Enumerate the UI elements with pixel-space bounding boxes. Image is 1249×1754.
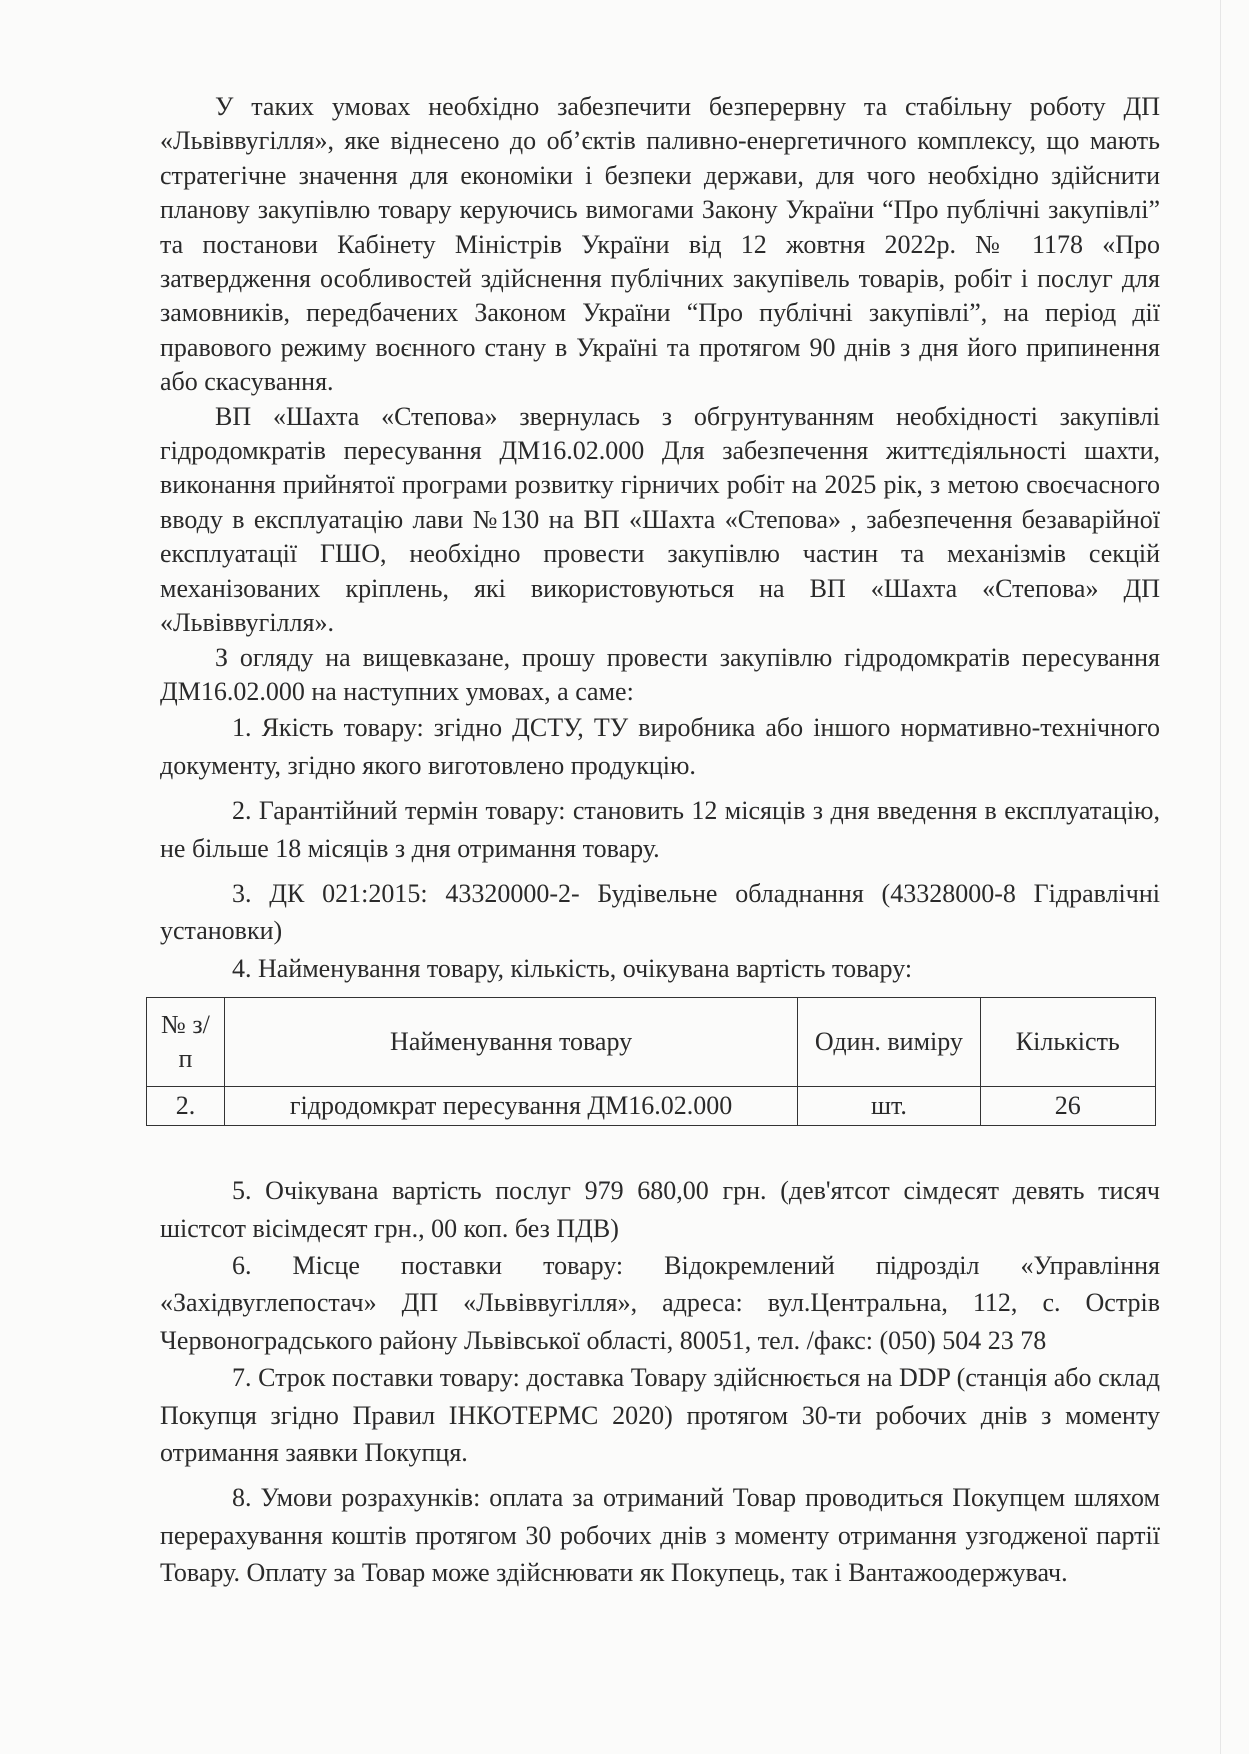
item-delivery-place: 6. Місце поставки товару: Відокремлений підрозділ «Управління «Західвуглепостач» ДП «Львіввугілля», адреса: вул.Центральна, 112, с. Острів Червоноградського району Львівської області, 80051, тел. /факс: (050) 504 23 78 bbox=[160, 1250, 1160, 1355]
item-goods-list-intro: 4. Найменування товару, кількість, очікувана вартість товару: bbox=[232, 953, 913, 983]
paragraph-justification: ВП «Шахта «Степова» звернулась з обгрунтуванням необхідності закупівлі гідродомкратів пересування ДМ16.02.000 Для забезпечення життєдіяльності шахти, виконання прийнятої програми розвитку гірничих робіт на 2025 рік, з метою своєчасного вводу в експлуатацію лави №130 на ВП «Шахта «Степова» , забезпечення безаварійної експлуатації ГШО, необхідно провести закупівлю частин та механізмів секцій механізованих кріплень, які використовуються на ВП «Шахта «Степова» ДП «Львіввугілля». bbox=[160, 401, 1160, 638]
goods-table bbox=[146, 997, 1156, 1126]
paragraph-request: З огляду на вищевказане, прошу провести закупівлю гідродомкратів пересування ДМ16.02.000 на наступних умовах, а саме: bbox=[160, 642, 1160, 706]
page-edge bbox=[1220, 0, 1221, 1754]
item-payment-terms: 8. Умови розрахунків: оплата за отриманий Товар проводиться Покупцем шляхом перерахування коштів протягом 30 робочих днів з моменту отримання узгодженої партії Товару. Оплату за Товар може здійснювати як Покупець, так і Вантажоодержувач. bbox=[160, 1483, 1160, 1588]
header-goods-name: Найменування товару bbox=[224, 998, 797, 1087]
cell-unit: шт. bbox=[798, 1087, 980, 1126]
item-quality: 1. Якість товару: згідно ДСТУ, ТУ виробника або іншого нормативно-технічного документу, згідно якого виготовлено продукцію. bbox=[160, 713, 1160, 780]
cell-goods-name: гідродомкрат пересування ДМ16.02.000 bbox=[224, 1087, 797, 1126]
item-warranty: 2. Гарантійний термін товару: становить 12 місяців з дня введення в експлуатацію, не більше 18 місяців з дня отримання товару. bbox=[160, 796, 1160, 863]
cell-quantity: 26 bbox=[980, 1087, 1155, 1126]
item-delivery-term: 7. Строк поставки товару: доставка Товару здійснюється на DDP (станція або склад Покупця згідно Правил ІНКОТЕРМС 2020) протягом 30-ти робочих днів з моменту отримання заявки Покупця. bbox=[160, 1363, 1160, 1467]
header-number: № з/п bbox=[147, 998, 225, 1087]
document-body bbox=[160, 90, 1160, 1592]
header-quantity: Кількість bbox=[980, 998, 1155, 1087]
item-expected-cost: 5. Очікувана вартість послуг 979 680,00 грн. (дев'ятсот сімдесят девять тисяч шістсот вісімдесят грн., 00 коп. без ПДВ) bbox=[160, 1176, 1160, 1243]
table-header-row bbox=[147, 998, 1156, 1087]
cell-number: 2. bbox=[147, 1087, 225, 1126]
table-row bbox=[147, 1087, 1156, 1126]
item-dk-code: 3. ДК 021:2015: 43320000-2- Будівельне обладнання (43328000-8 Гідравлічні установки) bbox=[160, 878, 1160, 946]
paragraph-context: У таких умовах необхідно забезпечити безперервну та стабільну роботу ДП «Львіввугілля», яке віднесено до об’єктів паливно-енергетичного комплексу, що мають стратегічне значення для економіки і безпеки держави, для чого необхідно здійснити планову закупівлю товару керуючись вимогами Закону України “Про публічні закупівлі” та постанови Кабінету Міністрів України від 12 жовтня 2022р. № 1178 «Про затвердження особливостей здійснення публічних закупівель товарів, робіт і послуг для замовників, передбачених Законом України “Про публічні закупівлі”, на період дії правового режиму воєнного стану в Україні та протягом 90 днів з дня його припинення або скасування. bbox=[160, 92, 1160, 397]
header-unit: Один. виміру bbox=[798, 998, 980, 1087]
